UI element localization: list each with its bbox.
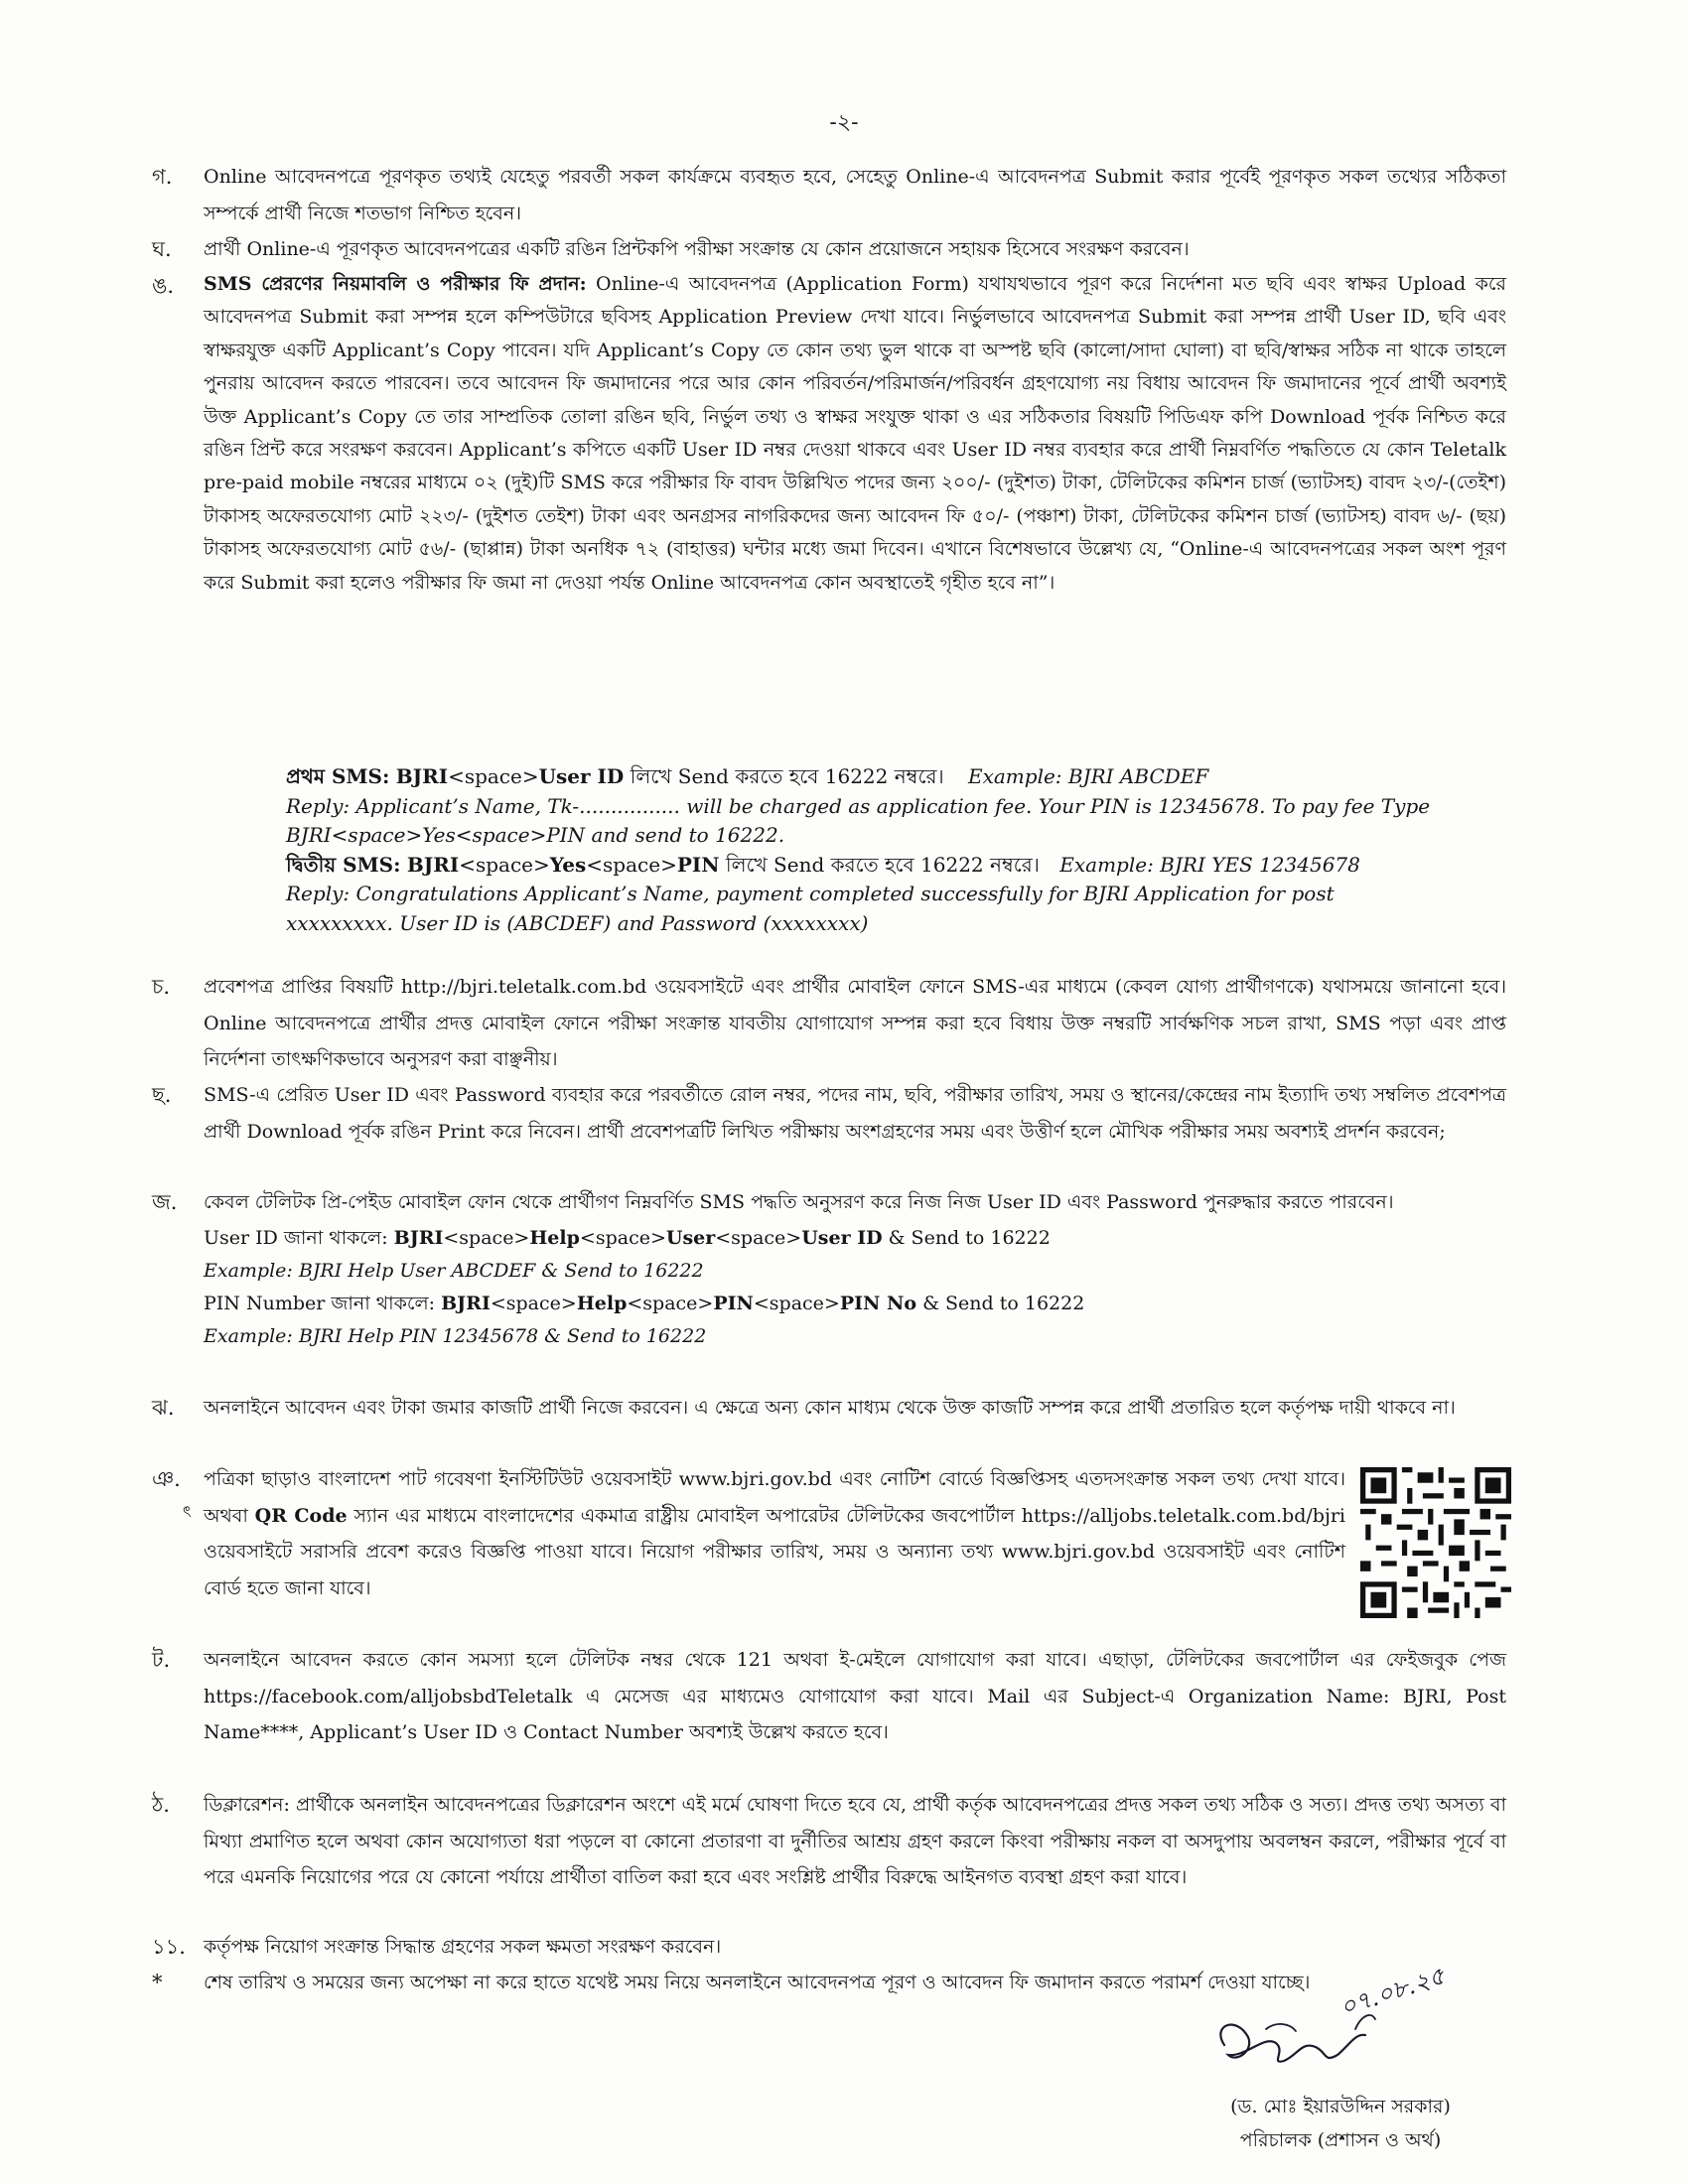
second-sms-line [286, 851, 1517, 881]
item-marker: চ. [152, 975, 171, 999]
userid-recovery-line [204, 1222, 1506, 1255]
recovery-tail: & Send to 16222 [922, 1292, 1085, 1314]
item-marker: ঞ. [152, 1467, 181, 1491]
page-number: -২- [829, 110, 859, 135]
item-ja [152, 1184, 1506, 1353]
item-text: প্রবেশপত্র প্রাপ্তির বিষয়টি http://bjri.teletalk.com.bd ওয়েবসাইটে এবং প্রার্থীর মোবাইল ফোনে SMS-এর মাধ্যমে (কেবল যোগ্য প্রার্থীগণকে) যথাসময়ে জানানো হবে। Online আবেদনপত্রে প্রার্থীর প্রদত্ত মোবাইল ফোনে পরীক্ষা সংক্রান্ত যাবতীয় যোগাযোগ সম্পন্ন করা হবে বিধায় উক্ত নম্বরটি সার্বক্ষণিক সচল রাখা, SMS পড়া এবং প্রাপ্ত নির্দেশনা তাৎক্ষণিকভাবে অনুসরণ করা বাঞ্ছনীয়। [204, 976, 1506, 1070]
item-text: অনলাইনে আবেদন এবং টাকা জমার কাজটি প্রার্থী নিজে করবেন। এ ক্ষেত্রে অন্য কোন মাধ্যম থেকে উক্ত কাজটি সম্পন্ন করে প্রার্থী প্রতারিত হলে কর্তৃপক্ষ দায়ী থাকবে না। [204, 1397, 1456, 1419]
second-sms-reply-1: Reply: Congratulations Applicant’s Name, payment completed successfully for BJRI Application for post [286, 882, 1335, 905]
sms-space: <space> [490, 1292, 577, 1314]
qr-code-label: QR Code [254, 1504, 348, 1527]
item-chha [152, 1077, 1506, 1150]
item-text: অনলাইনে আবেদন করতে কোন সমস্যা হলে টেলিটক নম্বর থেকে 121 অথবা ই-মেইলে যোগাযোগ করা যাবে। এছাড়া, টেলিটকের জবপোর্টাল এর ফেইজবুক পেজ https://facebook.com/alljobsbdTeletalk এ মেসেজ এর মাধ্যমেও যোগাযোগ করা যাবে। Mail এর Subject-এ Organization Name: BJRI, Post Name****, Applicant’s User ID ও Contact Number অবশ্যই উল্লেখ করতে হবে। [204, 1649, 1506, 1743]
sms-space: <space> [586, 852, 677, 877]
sms-instructions [286, 762, 1517, 938]
userid-recovery-example: Example: BJRI Help User ABCDEF & Send to 16222 [204, 1259, 704, 1282]
item-marker: ১১. [152, 1935, 186, 1959]
item-marker: গ. [152, 165, 173, 189]
item-text: প্রার্থী Online-এ পূরণকৃত আবেদনপত্রের একটি রঙিন প্রিন্টকপি পরীক্ষা সংক্রান্ত যে কোন প্রয়োজনে সহায়ক হিসেবে সংরক্ষণ করবেন। [204, 238, 1190, 260]
signatory-name: (ড. মোঃ ইয়ারউদ্দিন সরকার) [1230, 2096, 1451, 2117]
first-sms-reply-1: Reply: Applicant’s Name, Tk-................ will be charged as application fee. Your PIN is 12345678. To pay fee Type [286, 793, 1431, 818]
sms-code: Help [529, 1226, 580, 1249]
first-sms-reply-2: BJRI<space>Yes<space>PIN and send to 16222. [286, 823, 785, 847]
item-marker: ট. [152, 1648, 171, 1672]
recovery-label: User ID জানা থাকলে: [204, 1226, 388, 1249]
item-text: শেষ তারিখ ও সময়ের জন্য অপেক্ষা না করে হাতে যথেষ্ট সময় নিয়ে অনলাইনে আবেদনপত্র পূরণ ও আবেদন ফি জমাদান করতে পরামর্শ দেওয়া যাচ্ছে। [204, 1972, 1311, 1993]
pin-recovery-example: Example: BJRI Help PIN 12345678 & Send to 16222 [204, 1324, 707, 1347]
item-jha [152, 1390, 1506, 1427]
first-sms-label: প্রথম SMS: [286, 764, 390, 788]
item-marker: * [152, 1971, 163, 1994]
sms-code: BJRI [406, 852, 460, 877]
sms-space: <space> [459, 852, 550, 877]
item-ga [152, 159, 1506, 231]
signatory-designation: পরিচালক (প্রশাসন ও অর্থ) [1239, 2129, 1442, 2151]
item-text: কর্তৃপক্ষ নিয়োগ সংক্রান্ত সিদ্ধান্ত গ্রহণের সকল ক্ষমতা সংরক্ষণ করবেন। [204, 1936, 722, 1958]
sms-code: BJRI [441, 1292, 491, 1314]
sms-code: BJRI [395, 764, 449, 788]
sms-fee-body: Online-এ আবেদনপত্র (Application Form) যথাযথভাবে পূরণ করে নির্দেশনা মত ছবি এবং স্বাক্ষর Upload করে আবেদনপত্র Submit করা সম্পন্ন হলে কম্পিউটারে ছবিসহ Application Preview দেখা যাবে। নির্ভুলভাবে আবেদনপত্র Submit করা সম্পন্ন প্রার্থী User ID, ছবি এবং স্বাক্ষরযুক্ত একটি Applicant’s Copy পাবেন। যদি Applicant’s Copy তে কোন তথ্য ভুল থাকে বা অস্পষ্ট ছবি (কালো/সাদা ঘোলা) বা ছবি/স্বাক্ষর সঠিক না থাকে তাহলে পুনরায় আবেদন করতে পারবেন। তবে আবেদন ফি জমাদানের পরে আর কোন পরিবর্তন/পরিমার্জন/পরিবর্ধন গ্রহণযোগ্য নয় বিধায় আবেদন ফি জমাদানের পূর্বে প্রার্থী অবশ্যই উক্ত Applicant’s Copy তে তার সাম্প্রতিক তোলা রঙিন ছবি, নির্ভুল তথ্য ও স্বাক্ষর সংযুক্ত থাকা ও এর সঠিকতার বিষয়টি পিডিএফ কপি Download পূর্বক নিশ্চিত করে রঙিন প্রিন্ট করে সংরক্ষণ করবেন। Applicant’s কপিতে একটি User ID নম্বর দেওয়া থাকবে এবং User ID নম্বর ব্যবহার করে প্রার্থী নিম্নবর্ণিত পদ্ধতিতে যে কোন Teletalk pre-paid mobile নম্বরের মাধ্যমে ০২ (দুই)টি SMS করে পরীক্ষার ফি বাবদ উল্লিখিত পদের জন্য ২০০/- (দুইশত) টাকা, টেলিটকের কমিশন চার্জ (ভ্যাটসহ) বাবদ ২৩/-(তেইশ) টাকাসহ অফেরতযোগ্য মোট ২২৩/- (দুইশত তেইশ) টাকা এবং অনগ্রসর নাগরিকদের জন্য আবেদন ফি ৫০/- (পঞ্চাশ) টাকা, টেলিটকের কমিশন চার্জ (ভ্যাটসহ) বাবদ ৬/- (ছয়) টাকাসহ অফেরতযোগ্য মোট ৫৬/- (ছাপ্পান্ন) টাকা অনধিক ৭২ (বাহাত্তর) ঘন্টার মধ্যে জমা দিবেন। এখানে বিশেষভাবে উল্লেখ্য যে, “Online-এ আবেদনপত্রের সকল অংশ পূরণ করে Submit করা হলেও পরীক্ষার ফি জমা না দেওয়া পর্যন্ত Online আবেদনপত্র কোন অবস্থাতেই গৃহীত হবে না”। [204, 273, 1506, 594]
sms-space: <space> [579, 1226, 666, 1249]
sms-example: Example: BJRI YES 12345678 [1059, 852, 1360, 877]
sms-example: Example: BJRI ABCDEF [968, 764, 1209, 788]
item-gha [152, 231, 1506, 268]
item-nya [152, 1461, 1345, 1606]
sms-code: Help [576, 1292, 628, 1314]
item-umo [152, 268, 1506, 600]
item-eleven [152, 1929, 1506, 1966]
item-marker: জ. [152, 1190, 178, 1214]
item-marker: ছ. [152, 1083, 172, 1107]
item-marker: ঝ. [152, 1396, 175, 1420]
sms-code: Yes [549, 852, 587, 877]
item-tta [152, 1642, 1506, 1751]
item-text: Online আবেদনপত্রে পূরণকৃত তথ্যই যেহেতু পরবর্তী সকল কার্যক্রমে ব্যবহৃত হবে, সেহেতু Online-এ আবেদনপত্র Submit করার পূর্বেই পূরণকৃত সকল তথ্যের সঠিকতা সম্পর্কে প্রার্থী নিজে শতভাগ নিশ্চিত হবেন। [204, 166, 1506, 224]
item-text: ডিক্লারেশন: প্রার্থীকে অনলাইন আবেদনপত্রের ডিক্লারেশন অংশে এই মর্মে ঘোষণা দিতে হবে যে, প্রার্থী কর্তৃক আবেদনপত্রের প্রদত্ত সকল তথ্য সঠিক ও সত্য। প্রদত্ত তথ্য অসত্য বা মিথ্যা প্রমাণিত হলে অথবা কোন অযোগ্যতা ধরা পড়লে বা কোনো প্রতারণা বা দুর্নীতির আশ্রয় গ্রহণ করলে কিংবা পরীক্ষায় নকল বা অসদুপায় অবলম্বন করলে, পরীক্ষার পূর্বে বা পরে এমনকি নিয়োগের পরে যে কোনো পর্যায়ে প্রার্থীতা বাতিল করা হবে এবং সংশ্লিষ্ট প্রার্থীর বিরুদ্ধে আইনগত ব্যবস্থা গ্রহণ করা যাবে। [204, 1794, 1506, 1888]
first-sms-line [286, 762, 1517, 792]
item-marker: ঠ. [152, 1793, 170, 1817]
qr-code-image[interactable] [1360, 1465, 1511, 1620]
sms-instruction: লিখে Send করতে হবে 16222 নম্বরে। [630, 764, 944, 788]
sms-space: <space> [627, 1292, 714, 1314]
sms-space: <space> [443, 1226, 530, 1249]
info-text-b: স্যান এর মাধ্যমে বাংলাদেশের একমাত্র রাষ্ট্রীয় মোবাইল অপারেটর টেলিটকের জবপোর্টাল https://alljobs.teletalk.com.bd/bjri ওয়েবসাইটে সরাসরি প্রবেশ করেও বিজ্ঞপ্তি পাওয়া যাবে। নিয়োগ পরীক্ষার তারিখ, সময় ও অন্যান্য তথ্য www.bjri.gov.bd ওয়েবসাইট এবং নোটিশ বোর্ড হতে জানা যাবে। [204, 1504, 1345, 1599]
item-text [204, 1461, 1345, 1606]
sms-code: PIN No [839, 1292, 917, 1314]
item-text: SMS-এ প্রেরিত User ID এবং Password ব্যবহার করে পরবর্তীতে রোল নম্বর, পদের নাম, ছবি, পরীক্ষার তারিখ, সময় ও স্থানের/কেন্দ্রের নাম ইত্যাদি তথ্য সম্বলিত প্রবেশপত্র প্রার্থী Download পূর্বক রঙিন Print করে নিবেন। প্রার্থী প্রবেশপত্রটি লিখিত পরীক্ষায় অংশগ্রহণের সময় এবং উত্তীর্ণ হলে মৌখিক পরীক্ষার সময় অবশ্যই প্রদর্শন করবেন; [204, 1084, 1506, 1143]
info-text-a: পত্রিকা ছাড়াও বাংলাদেশ পাট গবেষণা ইনস্টিটিউট ওয়েবসাইট www.bjri.gov.bd এবং নোটিশ বোর্ডে বিজ্ঞপ্তিসহ এতদসংক্রান্ত সকল তথ্য দেখা যাবে। অথবা [204, 1468, 1345, 1527]
sms-code: User ID [801, 1226, 883, 1249]
sms-instruction: লিখে Send করতে হবে 16222 নম্বরে। [725, 852, 1040, 877]
sms-code: PIN [713, 1292, 754, 1314]
sms-code: BJRI [393, 1226, 444, 1249]
sms-space: <space> [448, 764, 539, 788]
second-sms-reply-2: xxxxxxxxx. User ID is (ABCDEF) and Password (xxxxxxxx) [286, 910, 869, 935]
item-ttha [152, 1787, 1506, 1896]
sms-code: User [665, 1226, 716, 1249]
item-text: কেবল টেলিটক প্রি-পেইড মোবাইল ফোন থেকে প্রার্থীগণ নিম্নবর্ণিত SMS পদ্ধতি অনুসরণ করে নিজ নিজ User ID এবং Password পুনরুদ্ধার করতে পারবেন। [204, 1191, 1394, 1213]
item-cha [152, 969, 1506, 1078]
second-sms-label: দ্বিতীয় SMS: [286, 852, 401, 877]
sms-space: <space> [753, 1292, 840, 1314]
margin-mark: ৎ [183, 1502, 192, 1521]
pin-recovery-line [204, 1288, 1506, 1320]
item-marker: ঙ. [152, 274, 175, 298]
recovery-tail: & Send to 16222 [888, 1226, 1051, 1249]
item-marker: ঘ. [152, 237, 172, 261]
handwritten-date: ০৭.০৮.২৫ [1336, 1962, 1449, 2022]
sms-fee-heading: SMS প্রেরণের নিয়মাবলি ও পরীক্ষার ফি প্রদান: [204, 273, 587, 295]
item-text [204, 268, 1506, 600]
sms-space: <space> [715, 1226, 802, 1249]
sms-code: PIN [676, 852, 720, 877]
recovery-label: PIN Number জানা থাকলে: [204, 1292, 436, 1314]
sms-code: User ID [538, 764, 625, 788]
